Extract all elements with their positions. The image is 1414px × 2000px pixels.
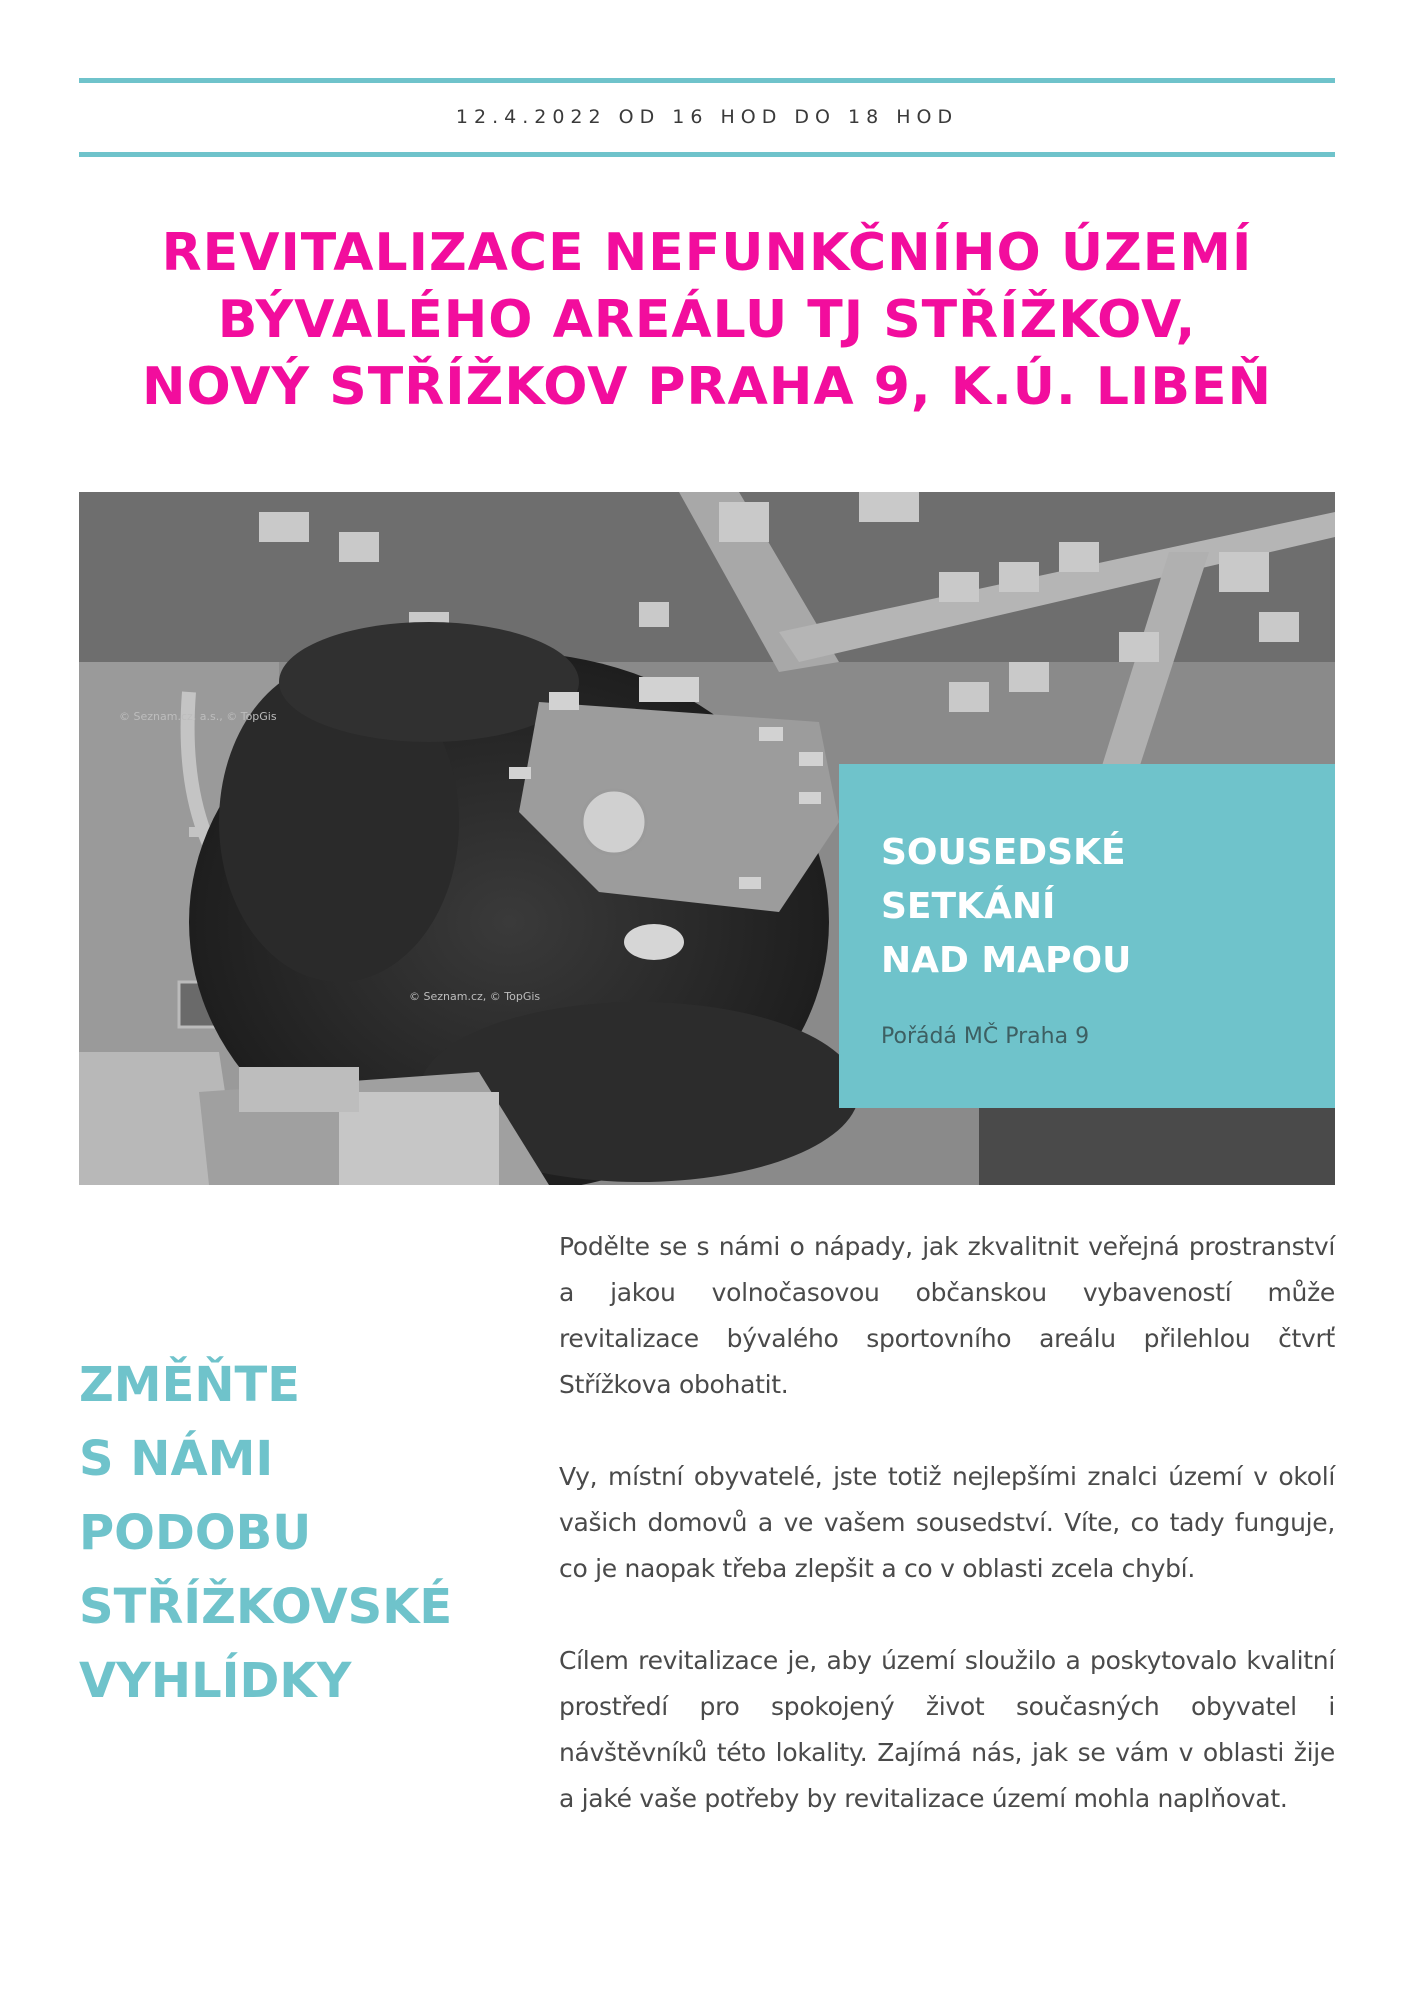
event-callout (839, 764, 1335, 1108)
page-title-line: BÝVALÉHO AREÁLU TJ STŘÍŽKOV, (217, 290, 1197, 350)
map-watermark: © Seznam.cz, © TopGis (409, 990, 541, 1003)
side-heading (79, 1348, 509, 1718)
event-title-line: SETKÁNÍ (881, 886, 1056, 927)
event-organizer: Pořádá MČ Praha 9 (881, 1024, 1090, 1049)
body-paragraph: Podělte se s námi o nápady, jak zkvalitnit veřejná prostranství a jakou volnočasovou občanskou vybaveností může revitalizace bývalého sportovního areálu přilehlou čtvrť Střížkova obohatit. (559, 1232, 1335, 1399)
side-heading-line: ZMĚŇTE (79, 1357, 301, 1413)
side-heading-line: STŘÍŽKOVSKÉ (79, 1579, 453, 1635)
event-title-line: SOUSEDSKÉ (881, 832, 1126, 873)
body-text (559, 1224, 1335, 1868)
page-title-line: REVITALIZACE NEFUNKČNÍHO ÚZEMÍ (161, 223, 1253, 283)
body-paragraph: Vy, místní obyvatelé, jste totiž nejlepšími znalci území v okolí vašich domovů a ve vašem sousedství. Víte, co tady funguje, co je naopak třeba zlepšit a co v oblasti zcela chybí. (559, 1462, 1335, 1583)
side-heading-line: S NÁMI (79, 1431, 274, 1487)
top-divider (79, 78, 1335, 83)
side-heading-line: VYHLÍDKY (79, 1653, 352, 1709)
page-title-line: NOVÝ STŘÍŽKOV PRAHA 9, K.Ú. LIBEŇ (141, 357, 1273, 417)
bottom-divider (79, 152, 1335, 157)
event-date: 12.4.2022 OD 16 HOD DO 18 HOD (455, 106, 959, 128)
map-watermark: © Seznam.cz, a.s., © TopGis (119, 710, 277, 723)
event-title-line: NAD MAPOU (881, 940, 1132, 981)
side-heading-line: PODOBU (79, 1505, 312, 1561)
event-title (881, 826, 1321, 988)
page-title (60, 220, 1354, 421)
body-paragraph: Cílem revitalizace je, aby území sloužilo a poskytovalo kvalitní prostředí pro spokojený život současných obyvatel i návštěvníků této lokality. Zajímá nás, jak se vám v oblasti žije a jaké vaše potřeby by revitalizace území mohla naplňovat. (559, 1646, 1335, 1813)
